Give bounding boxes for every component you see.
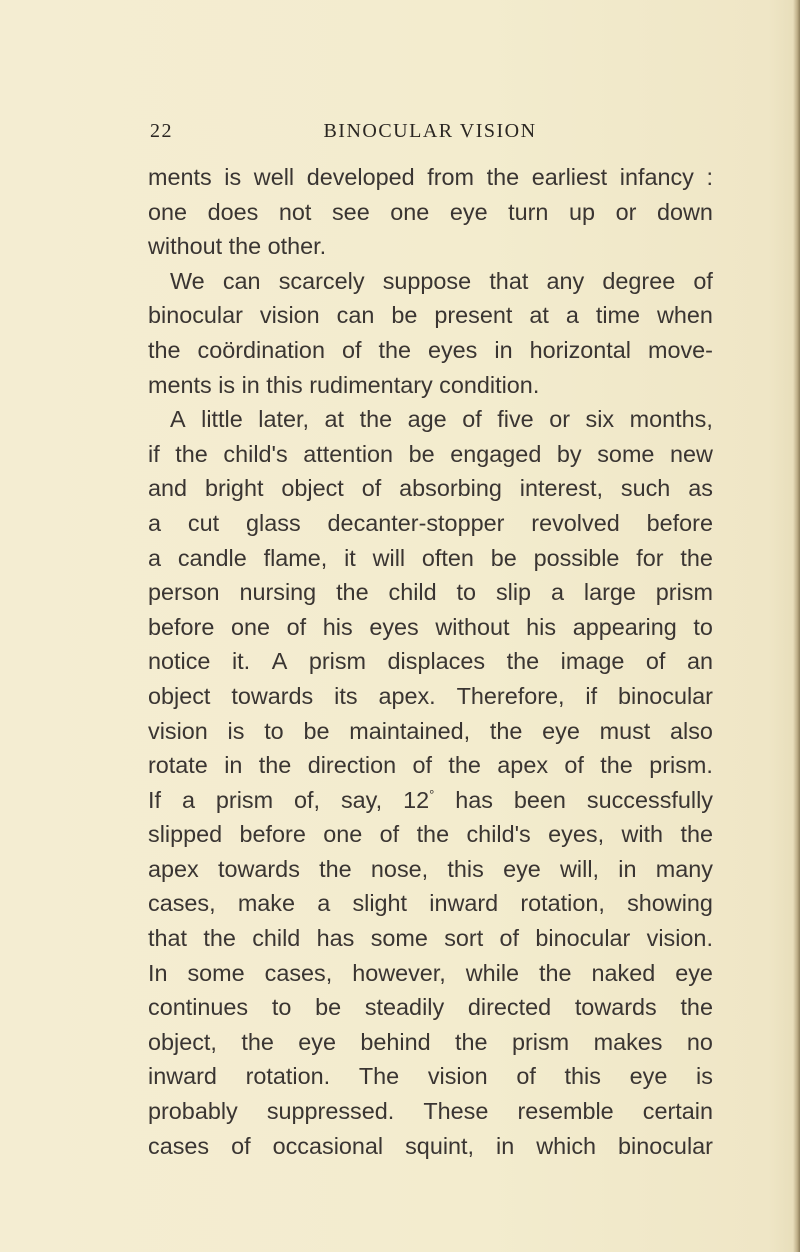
text-line: object towards its apex. Therefore, if binocular — [148, 682, 713, 709]
body-text — [148, 160, 713, 1163]
text-line: a cut glass decanter-stopper revolved before — [148, 509, 713, 536]
text-line: ments is in this rudimentary condition. — [148, 371, 540, 398]
text-line: A little later, at the age of five or six months, — [170, 406, 713, 433]
text-line: without the other. — [148, 233, 327, 260]
text-line: rotate in the direction of the apex of the prism. — [148, 752, 713, 779]
text-line: probably suppressed. These resemble certain — [148, 1098, 713, 1125]
text-line: the coördination of the eyes in horizontal move- — [148, 336, 713, 363]
text-line: a candle flame, it will often be possible for the — [148, 544, 713, 571]
text-line: inward rotation. The vision of this eye is — [148, 1063, 713, 1090]
text-line: if the child's attention be engaged by some new — [148, 440, 713, 467]
page-edge-shadow — [793, 0, 800, 1252]
text-line: If a prism of, say, 12° has been successfully — [148, 786, 713, 813]
text-line: cases of occasional squint, in which binocular — [148, 1132, 713, 1159]
text-line: vision is to be maintained, the eye must also — [148, 717, 713, 744]
text-line: before one of his eyes without his appearing to — [148, 613, 713, 640]
page-header — [150, 120, 710, 150]
text-line: binocular vision can be present at a time when — [148, 302, 713, 329]
running-head: BINOCULAR VISION — [323, 120, 537, 142]
page-number: 22 — [150, 120, 173, 142]
text-line: and bright object of absorbing interest, such as — [148, 475, 713, 502]
text-line: continues to be steadily directed towards the — [148, 994, 713, 1021]
text-line: notice it. A prism displaces the image of an — [148, 648, 713, 675]
text-line: In some cases, however, while the naked eye — [148, 959, 713, 986]
text-line: person nursing the child to slip a large prism — [148, 579, 713, 606]
text-line: cases, make a slight inward rotation, showing — [148, 890, 713, 917]
text-line: slipped before one of the child's eyes, with the — [148, 821, 713, 848]
text-line: We can scarcely suppose that any degree of — [170, 267, 713, 294]
text-line: apex towards the nose, this eye will, in many — [148, 855, 713, 882]
text-line: object, the eye behind the prism makes no — [148, 1028, 713, 1055]
text-line: ments is well developed from the earliest infancy : — [148, 164, 713, 190]
text-line: one does not see one eye turn up or down — [148, 198, 713, 225]
text-line: that the child has some sort of binocular vision. — [148, 925, 713, 952]
